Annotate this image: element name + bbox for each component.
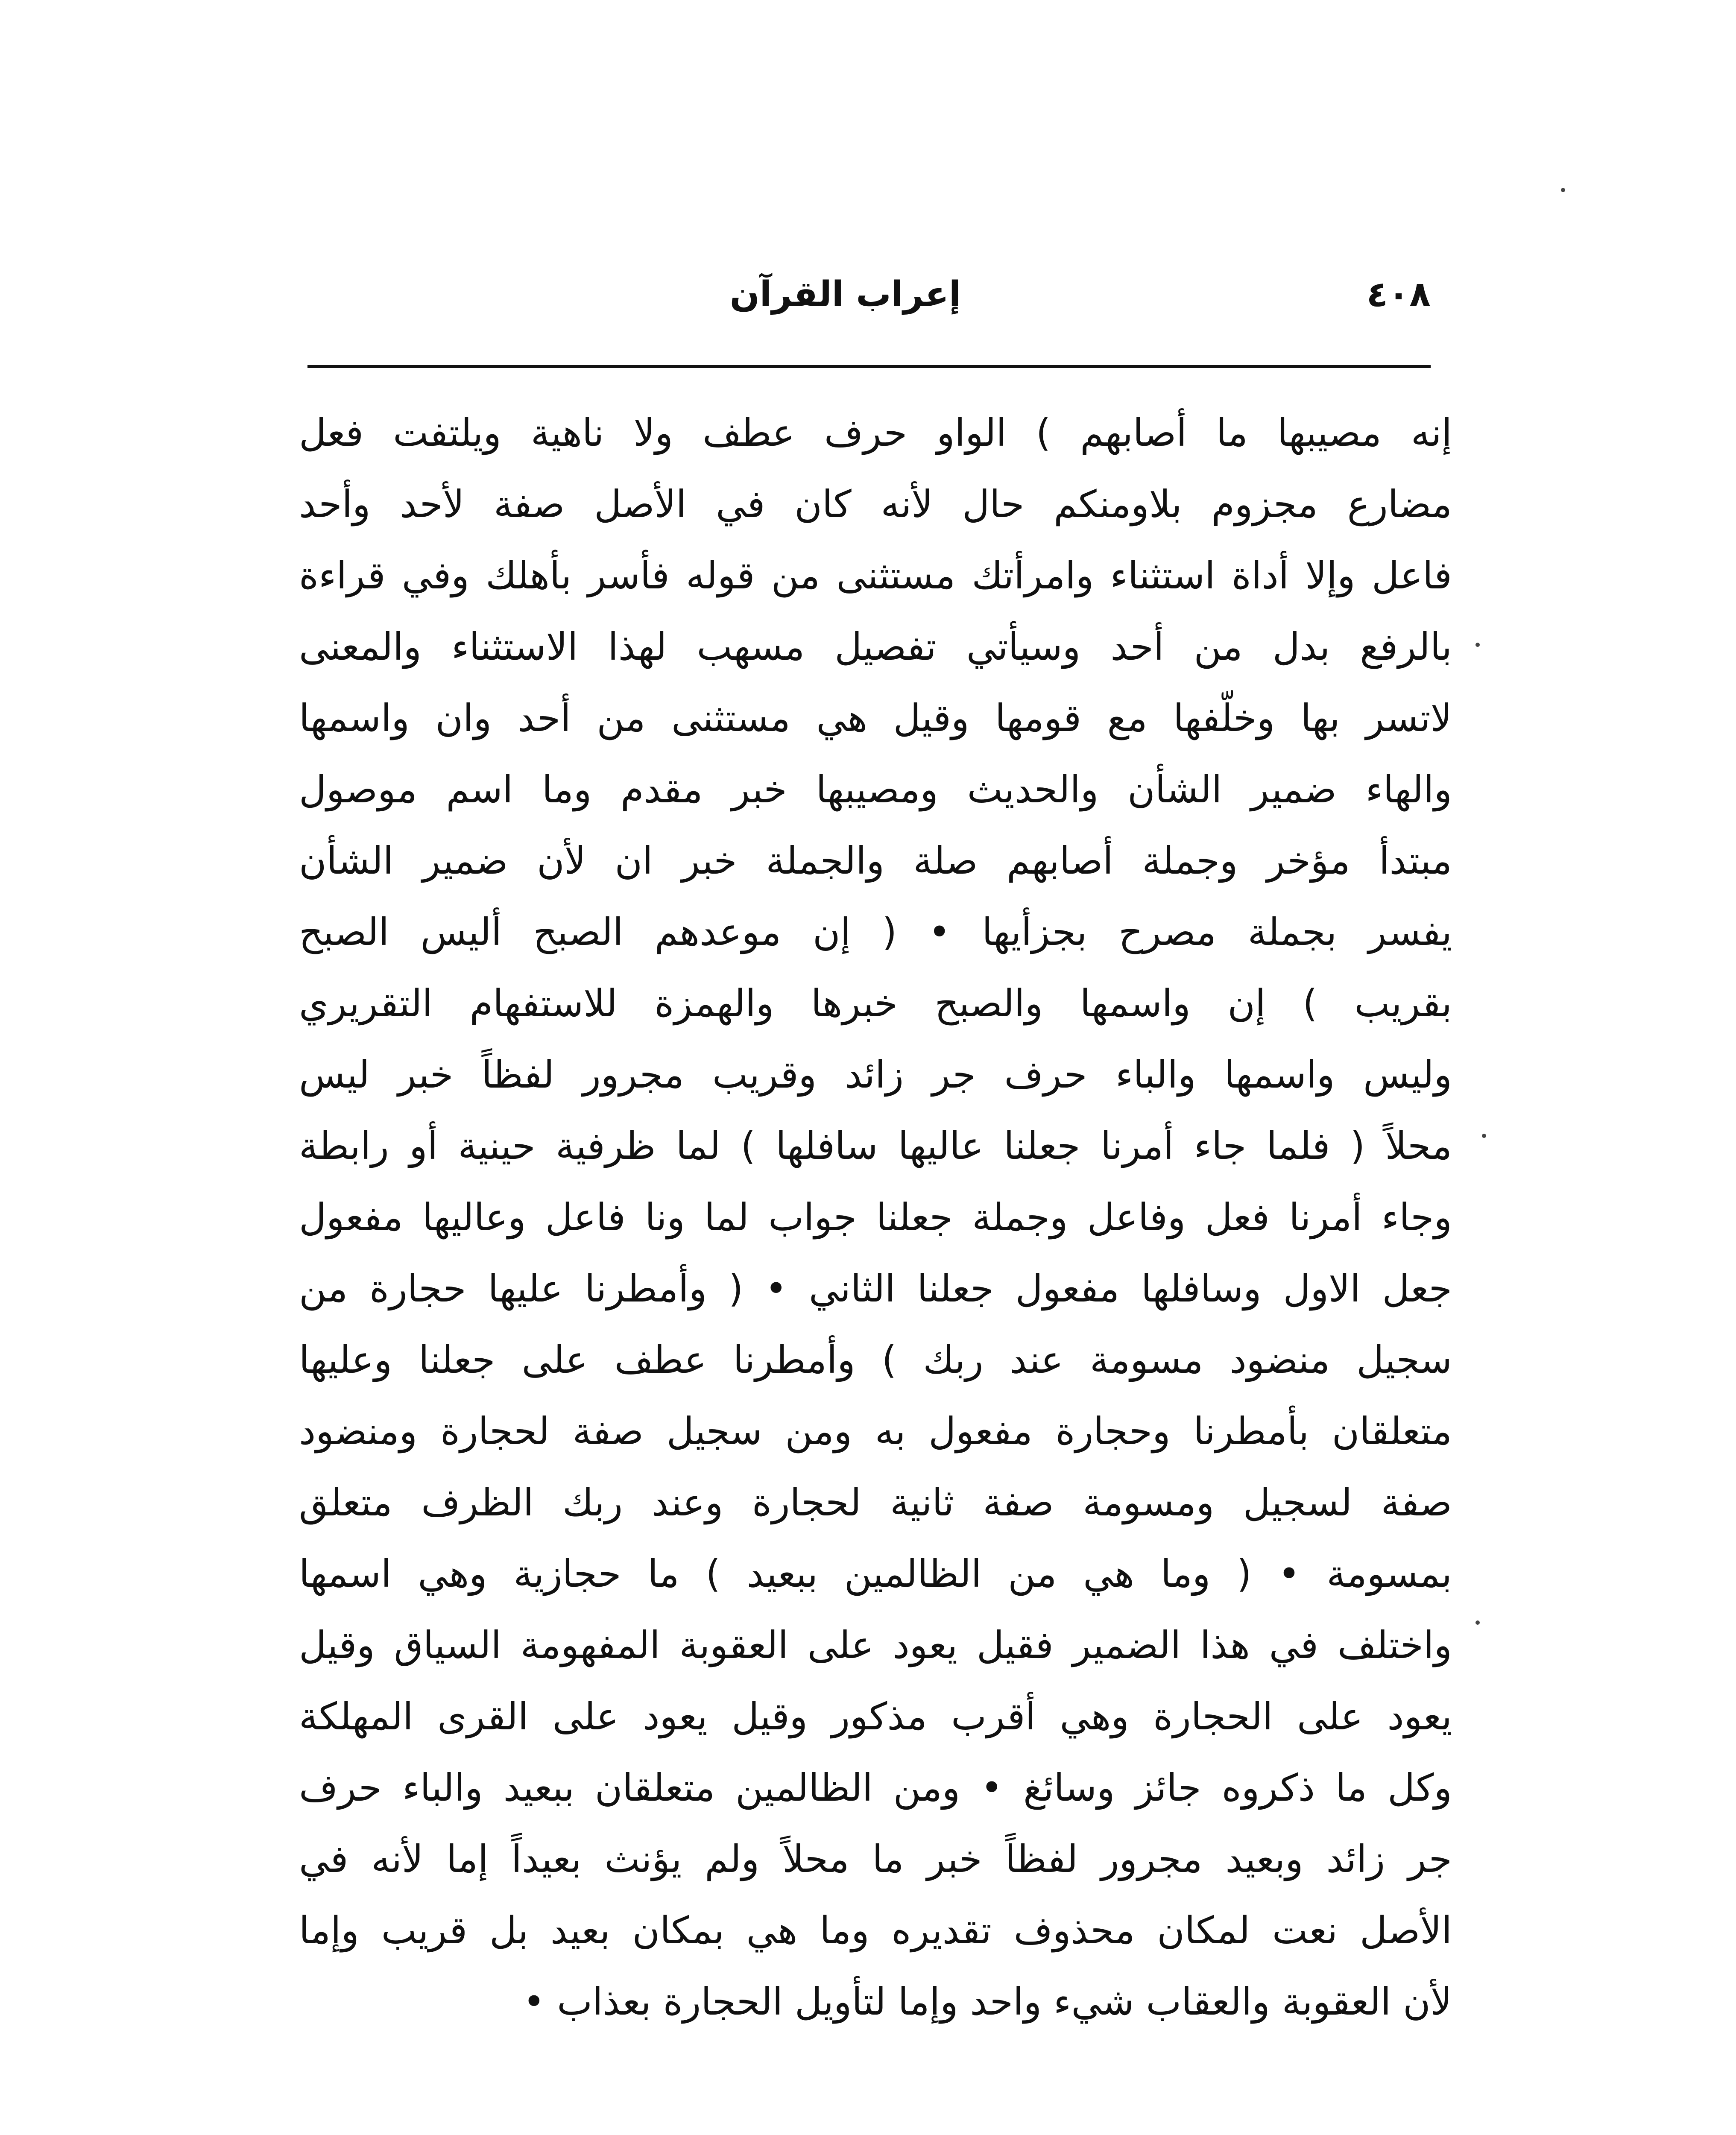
- body-text: [299, 397, 1452, 2037]
- text-line: واختلف في هذا الضمير فقيل يعود على العقوبة المفهومة السياق وقيل: [299, 1623, 1452, 1667]
- text-line: مبتدأ مؤخر وجملة أصابهم صلة والجملة خبر ان لأن ضمير الشأن: [299, 839, 1452, 883]
- text-line: وكل ما ذكروه جائز وسائغ • ومن الظالمين متعلقان ببعيد والباء حرف: [299, 1766, 1452, 1810]
- scan-speck: [1475, 643, 1480, 647]
- text-line: صفة لسجيل ومسومة صفة ثانية لحجارة وعند ربك الظرف متعلق: [299, 1480, 1452, 1524]
- text-line: الأصل نعت لمكان محذوف تقديره وما هي بمكان بعيد بل قريب وإما: [299, 1908, 1452, 1952]
- header-rule: [307, 365, 1431, 368]
- text-line: بمسومة • ( وما هي من الظالمين ببعيد ) ما حجازية وهي اسمها: [299, 1552, 1452, 1596]
- scan-speck: [1482, 1134, 1486, 1138]
- text-line: جعل الاول وسافلها مفعول جعلنا الثاني • ( وأمطرنا عليها حجارة من: [299, 1266, 1452, 1310]
- text-line: متعلقان بأمطرنا وحجارة مفعول به ومن سجيل صفة لحجارة ومنضود: [299, 1409, 1452, 1453]
- scan-speck: [1561, 188, 1565, 192]
- scan-speck: [1475, 1620, 1480, 1625]
- text-line: بقريب ) إن واسمها والصبح خبرها والهمزة للاستفهام التقريري: [299, 981, 1452, 1025]
- text-line: يفسر بجملة مصرح بجزأيها • ( إن موعدهم الصبح أليس الصبح: [299, 910, 1452, 954]
- text-line: والهاء ضمير الشأن والحديث ومصيبها خبر مقدم وما اسم موصول: [299, 767, 1452, 811]
- page-number: ٤٠٨: [1366, 274, 1431, 315]
- text-line: لاتسر بها وخلّفها مع قومها وقيل هي مستثنى من أحد وان واسمها: [299, 696, 1452, 740]
- text-line: محلاً ( فلما جاء أمرنا جعلنا عاليها سافلها ) لما ظرفية حينية أو رابطة: [299, 1124, 1452, 1168]
- running-title: إعراب القرآن: [729, 274, 961, 315]
- text-line: لأن العقوبة والعقاب شيء واحد وإما لتأويل الحجارة بعذاب •: [523, 1980, 1452, 2024]
- text-line: جر زائد وبعيد مجرور لفظاً خبر ما محلاً ولم يؤنث بعيداً إما لأنه في: [299, 1837, 1452, 1881]
- text-line: وليس واسمها والباء حرف جر زائد وقريب مجرور لفظاً خبر ليس: [299, 1053, 1452, 1097]
- text-line: مضارع مجزوم بلاومنكم حال لأنه كان في الأصل صفة لأحد وأحد: [299, 482, 1452, 526]
- text-line: وجاء أمرنا فعل وفاعل وجملة جعلنا جواب لما ونا فاعل وعاليها مفعول: [299, 1195, 1452, 1239]
- text-line: سجيل منضود مسومة عند ربك ) وأمطرنا عطف على جعلنا وعليها: [299, 1338, 1452, 1382]
- text-line: إنه مصيبها ما أصابهم ) الواو حرف عطف ولا ناهية ويلتفت فعل: [299, 411, 1452, 455]
- text-line: يعود على الحجارة وهي أقرب مذكور وقيل يعود على القرى المهلكة: [299, 1694, 1452, 1738]
- text-line: فاعل وإلا أداة استثناء وامرأتك مستثنى من قوله فأسر بأهلك وفي قراءة: [299, 553, 1452, 597]
- page-header: [299, 269, 1431, 320]
- text-line: بالرفع بدل من أحد وسيأتي تفصيل مسهب لهذا الاستثناء والمعنى: [299, 625, 1452, 669]
